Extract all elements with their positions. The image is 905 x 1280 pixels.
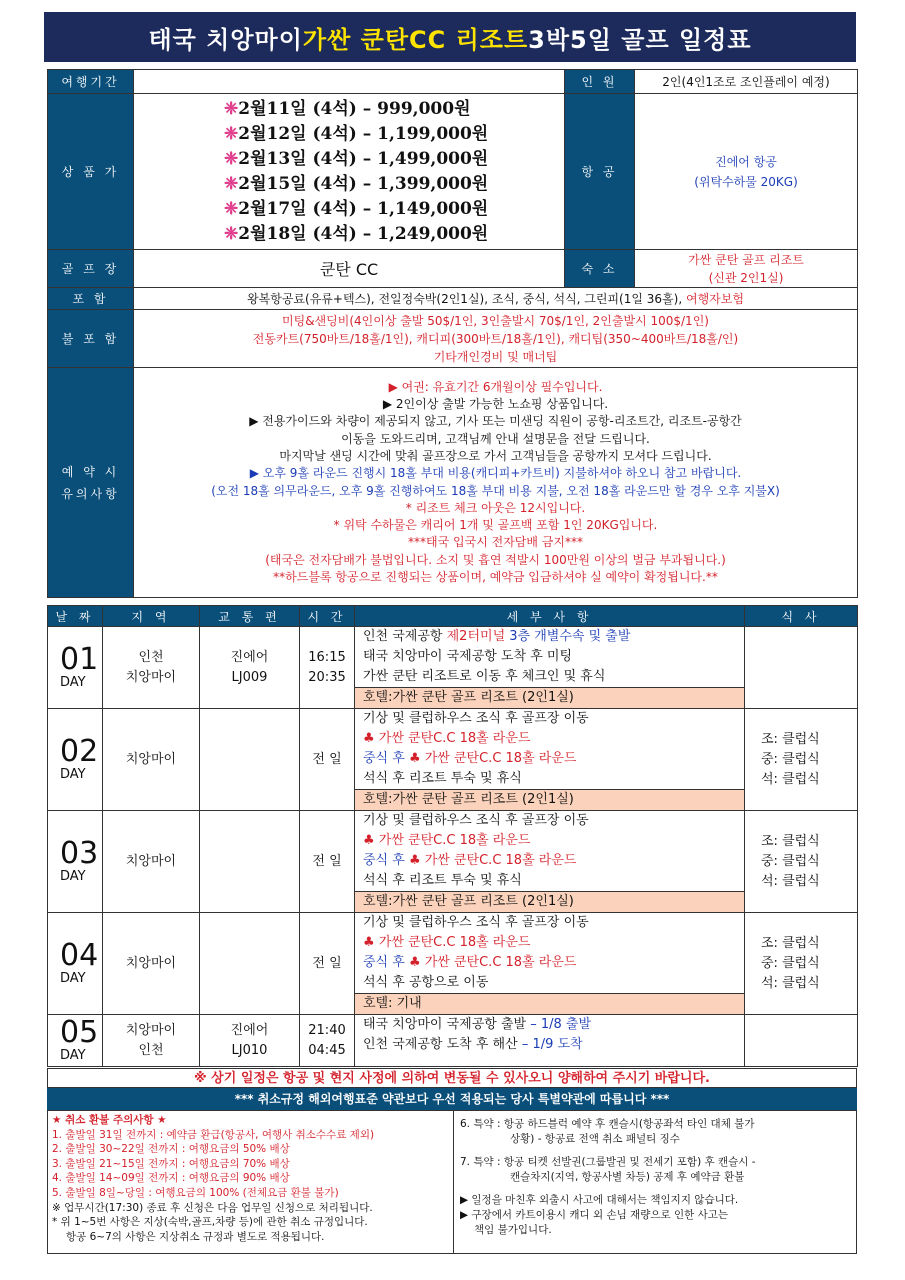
product-info-table [47,69,858,598]
price-row [224,172,564,197]
region-name: 치앙마이 [125,669,177,685]
schedule-row [48,913,858,1015]
notice-line: ▶ 전용가이드와 차량이 제공되지 않고, 기사 또는 미샌딩 직원이 공항-리조트간, 리조트-공항간 [249,414,742,429]
meal-line: 석: 클럽식 [761,975,820,991]
region-name: 치앙마이 [125,1022,177,1038]
exclude-label: 불 포 함 [48,310,134,368]
detail-cell [355,913,745,1015]
schedule-header-cell: 시 간 [300,606,355,627]
include-value [134,288,858,310]
detail-line [355,913,744,933]
price-text: 2월11일 (4석) – 999,000원 [238,98,471,119]
detail-text: 인천 국제공항 도착 후 해산 [363,1037,522,1052]
region-cell [103,811,200,913]
time-value: 21:40 [308,1022,346,1038]
notice-line: ▶ 오후 9홀 라운드 진행시 18홀 부대 비용(캐디피+카트비) 지불하셔야 하오니 참고 바랍니다. [249,466,742,481]
hotel-value [635,250,858,288]
refund-extra: ※ 업무시간(17:30) 종료 후 신청은 다음 업무일 신청으로 처리됩니다. [52,1201,373,1214]
notice-line: 이동을 도와드리며, 고객님께 안내 설명문을 전달 드립니다. [341,431,650,446]
meal-cell [745,627,858,709]
notice-line: 마지막날 샌딩 시간에 맞춰 골프장으로 가서 고객님들을 공항까지 모셔다 드립니다. [279,448,712,463]
price-star-icon: ❈ [224,198,239,219]
detail-text: 인천 국제공항 [363,629,447,644]
transport-cell [200,913,300,1015]
region-cell [103,709,200,811]
detail-text: 태국 치앙마이 국제공항 도착 후 미팅 [363,649,573,664]
transport-value: LJ010 [231,1042,268,1058]
region-name: 인천 [138,1042,164,1058]
disclaimer-line: ▶ 구장에서 카트이용시 캐디 외 손님 재량으로 인한 사고는 [460,1209,729,1221]
schedule-header-row [48,606,858,627]
meal-line: 조: 클럽식 [761,935,820,951]
detail-highlight: ♣ 가싼 쿤탄C.C 18홀 라운드 [363,935,531,950]
transport-cell [200,1015,300,1067]
meal-line: 조: 클럽식 [761,833,820,849]
day-cell [48,1015,103,1067]
transport-value: 진에어 [230,649,269,665]
meal-line: 석: 클럽식 [761,771,820,787]
detail-line [355,831,744,851]
include-text: 왕복항공료(유류+텍스), 전일정숙박(2인1실), 조식, 중식, 석식, 그린피(1일 36홀), [247,292,683,306]
hotel-label: 숙 소 [565,250,635,288]
day-cell [48,709,103,811]
meal-line: 중: 클럽식 [761,751,820,767]
hotel-line: 호텔:가싼 쿤탄 골프 리조트 (2인1실) [355,891,744,912]
transport-cell [200,811,300,913]
special-terms-note: *** 취소규정 해외여행표준 약관보다 우선 적용되는 당사 특별약관에 따릅니다 *** [47,1088,857,1110]
detail-text: 기상 및 클럽하우스 조식 후 골프장 이동 [363,711,589,726]
notice-label [48,368,134,598]
detail-text: 석식 후 공항으로 이동 [363,975,489,990]
transport-value: LJ009 [231,669,268,685]
detail-highlight: ♣ 가싼 쿤탄C.C 18홀 라운드 [363,731,531,746]
detail-cell [355,627,745,709]
day-label: DAY [60,869,86,884]
detail-text: 태국 치앙마이 국제공항 출발 [363,1017,531,1032]
transport-cell [200,709,300,811]
detail-highlight: ♣ 가싼 쿤탄C.C 18홀 라운드 [408,751,577,766]
day-number: 02 [60,734,99,769]
notice-line: ▶ 여권: 유효기간 6개월이상 필수입니다. [388,379,603,394]
schedule-header-cell: 지 역 [103,606,200,627]
detail-line [355,933,744,953]
meal-cell [745,913,858,1015]
region-cell [103,1015,200,1067]
special-term-6: 6. 특약 : 항공 하드블럭 예약 후 캔슬시(항공좌석 타인 대체 불가 [460,1118,755,1130]
time-cell [300,913,355,1015]
schedule-change-note: ※ 상기 일정은 항공 및 현지 사정에 의하여 변동될 수 있사오니 양해하여 주시기 바랍니다. [47,1068,857,1088]
detail-text: 중식 후 [363,955,409,970]
airline-label: 항 공 [565,94,635,250]
price-label: 상 품 가 [48,94,134,250]
detail-line [355,973,744,993]
refund-item: 1. 출발일 31일 전까지 : 예약금 환급(항공사, 여행사 취소수수료 제외) [52,1128,375,1141]
schedule-row [48,627,858,709]
golf-label: 골 프 장 [48,250,134,288]
notice-list [134,368,858,598]
detail-text: 석식 후 리조트 투숙 및 휴식 [363,873,522,888]
price-row [224,222,564,247]
price-star-icon: ❈ [224,223,239,244]
detail-line [355,667,744,687]
exclude-line: 미팅&샌딩비(4인이상 출발 50$/1인, 3인출발시 70$/1인, 2인출발시 100$/1인) [282,313,709,328]
detail-text: 중식 후 [363,751,409,766]
notice-line: ***태국 입국시 전자담배 금지*** [408,535,583,550]
time-value: 04:45 [308,1042,346,1058]
price-text: 2월17일 (4석) – 1,149,000원 [238,198,489,219]
notice-label-line2: 유의사항 [61,486,120,501]
day-number: 01 [60,642,99,677]
price-list [134,94,565,250]
detail-cell [355,709,745,811]
price-row [224,197,564,222]
day-cell [48,913,103,1015]
time-cell [300,1015,355,1067]
price-row [224,147,564,172]
region-cell [103,913,200,1015]
detail-line [355,709,744,729]
day-label: DAY [60,767,86,782]
disclaimer-line: ▶ 일정을 마친후 외출시 사고에 대해서는 책임지지 않습니다. [460,1194,739,1206]
price-star-icon: ❈ [224,148,239,169]
price-text: 2월15일 (4석) – 1,399,000원 [238,173,489,194]
detail-line [355,647,744,667]
region-name: 치앙마이 [125,955,177,971]
include-label: 포 함 [48,288,134,310]
detail-text: 석식 후 리조트 투숙 및 휴식 [363,771,522,786]
detail-highlight: 제2터미널 [446,629,506,644]
exclude-line: 기타개인경비 및 매너팁 [433,349,558,364]
notice-line: * 리조트 체크 아웃은 12시입니다. [405,500,586,515]
schedule-row [48,709,858,811]
detail-text: 가싼 쿤탄 리조트로 이동 후 체크인 및 휴식 [363,669,606,684]
hotel-name: 가싼 쿤탄 골프 리조트 [688,252,804,267]
detail-highlight: ♣ 가싼 쿤탄C.C 18홀 라운드 [408,955,577,970]
price-star-icon: ❈ [224,98,239,119]
disclaimer-line: 책임 불가입니다. [474,1224,552,1236]
hotel-room: (신관 2인1실) [708,270,784,285]
detail-line [355,729,744,749]
detail-note: – 1/9 도착 [521,1037,583,1052]
time-value: 전 일 [312,751,342,767]
hotel-line: 호텔:가싼 쿤탄 골프 리조트 (2인1실) [355,687,744,708]
airline-name: 진에어 항공 [715,154,777,169]
meal-line: 중: 클럽식 [761,853,820,869]
notice-line: (오전 18홀 의무라운드, 오후 9홀 진행하여도 18홀 부대 비용 지불, 오전 18홀 라운드만 할 경우 오후 지불X) [211,483,780,498]
detail-line [355,953,744,973]
refund-title: ★ 취소 환불 주의사항 ★ [52,1114,167,1126]
detail-note: – 1/8 출발 [530,1017,592,1032]
detail-note: 3층 개별수속 및 출발 [505,629,631,644]
exclude-line: 전동카트(750바트/18홀/1인), 캐디피(300바트/18홀/1인), 캐디팁(350~400바트/18홀/인) [252,331,739,346]
detail-line [355,749,744,769]
detail-line [355,769,744,789]
day-cell [48,811,103,913]
refund-item: 3. 출발일 21~15일 전까지 : 여행요금의 70% 배상 [52,1157,290,1170]
people-label: 인 원 [565,70,635,94]
region-name: 치앙마이 [125,751,177,767]
time-cell [300,811,355,913]
detail-line [355,811,744,831]
people-value: 2인(4인1조로 조인플레이 예정) [635,70,858,94]
transport-cell [200,627,300,709]
day-label: DAY [60,971,86,986]
time-cell [300,627,355,709]
detail-cell [355,1015,745,1067]
transport-value: 진에어 [230,1022,269,1038]
golf-value: 쿤탄 CC [134,250,565,288]
refund-item: 2. 출발일 30~22일 전까지 : 여행요금의 50% 배상 [52,1143,290,1156]
meal-cell [745,1015,858,1067]
notice-line: * 위탁 수하물은 캐리어 1개 및 골프백 포함 1인 20KG입니다. [333,518,658,533]
time-value: 전 일 [312,955,342,971]
detail-highlight: ♣ 가싼 쿤탄C.C 18홀 라운드 [408,853,577,868]
price-text: 2월13일 (4석) – 1,499,000원 [238,148,489,169]
price-row [224,97,564,122]
notice-label-line1: 예 약 시 [61,464,120,479]
include-insurance: 여행자보험 [682,292,744,306]
refund-extra: 항공 6~7의 사항은 지상취소 규정과 별도로 적용됩니다. [66,1230,325,1243]
price-row [224,122,564,147]
meal-cell [745,709,858,811]
schedule-row [48,1015,858,1067]
price-star-icon: ❈ [224,173,239,194]
exclude-value [134,310,858,368]
price-text: 2월12일 (4석) – 1,199,000원 [238,123,489,144]
special-term-7: 7. 특약 : 항공 티켓 선발권(그룹발권 및 전세기 포함) 후 캔슬시 - [460,1156,756,1168]
detail-line [355,1035,744,1055]
title-highlight: 가싼 쿤탄CC 리조트 [302,25,529,54]
page-title [44,12,856,62]
day-label: DAY [60,1048,86,1063]
refund-right [454,1111,856,1253]
refund-extra: * 위 1~5번 사항은 지상(숙박,골프,차량 등)에 관한 취소 규정입니다. [52,1216,368,1229]
notice-line: (태국은 전자담배가 불법입니다. 소지 및 흡연 적발시 100만원 이상의 벌금 부과됩니다.) [265,552,726,567]
region-name: 치앙마이 [125,853,177,869]
meal-line: 석: 클럽식 [761,873,820,889]
detail-line [355,1015,744,1035]
region-name: 인천 [138,649,164,665]
schedule-header-cell: 식 사 [745,606,858,627]
period-value [134,70,565,94]
schedule-header-cell: 세 부 사 항 [355,606,745,627]
title-part1: 태국 치앙마이 [148,25,303,54]
schedule-header-cell: 날 짜 [48,606,103,627]
schedule-header-cell: 교 통 편 [200,606,300,627]
refund-item: 4. 출발일 14~09일 전까지 : 여행요금의 90% 배상 [52,1172,290,1185]
detail-line [355,871,744,891]
time-value: 20:35 [308,669,346,685]
day-label: DAY [60,675,86,690]
region-cell [103,627,200,709]
notice-line: **하드블록 항공으로 진행되는 상품이며, 예약금 입금하셔야 실 예약이 확정됩니다.** [273,569,718,584]
refund-left [48,1111,454,1253]
hotel-line: 호텔: 기내 [355,993,744,1014]
hotel-line: 호텔:가싼 쿤탄 골프 리조트 (2인1실) [355,789,744,810]
day-cell [48,627,103,709]
refund-item: 5. 출발일 8일~당일 : 여행요금의 100% (전체요금 환불 불가) [52,1186,339,1199]
price-text: 2월18일 (4석) – 1,249,000원 [238,223,489,244]
detail-line [355,627,744,647]
time-value: 16:15 [308,649,346,665]
detail-line [355,851,744,871]
meal-cell [745,811,858,913]
meal-line: 조: 클럽식 [761,731,820,747]
day-number: 04 [60,938,99,973]
airline-value [635,94,858,250]
schedule-table [47,605,858,1067]
detail-text: 중식 후 [363,853,409,868]
day-number: 03 [60,836,99,871]
detail-text: 기상 및 클럽하우스 조식 후 골프장 이동 [363,915,589,930]
price-star-icon: ❈ [224,123,239,144]
detail-highlight: ♣ 가싼 쿤탄C.C 18홀 라운드 [363,833,531,848]
special-term-6-cont: 상황) - 항공료 전액 취소 패널티 징수 [510,1133,680,1145]
notice-line: ▶ 2인이상 출발 가능한 노쇼핑 상품입니다. [382,397,609,412]
schedule-row [48,811,858,913]
period-label: 여행기간 [48,70,134,94]
detail-text: 기상 및 클럽하우스 조식 후 골프장 이동 [363,813,589,828]
day-number: 05 [60,1015,99,1050]
title-part2: 3박5일 골프 일정표 [528,25,752,54]
time-cell [300,709,355,811]
special-term-7-cont: 캔슬차지(지역, 항공사별 차등) 공제 후 예약금 환불 [510,1171,745,1183]
detail-cell [355,811,745,913]
refund-policy [47,1110,857,1254]
time-value: 전 일 [312,853,342,869]
meal-line: 중: 클럽식 [761,955,820,971]
airline-baggage: (위탁수하물 20KG) [694,174,798,189]
